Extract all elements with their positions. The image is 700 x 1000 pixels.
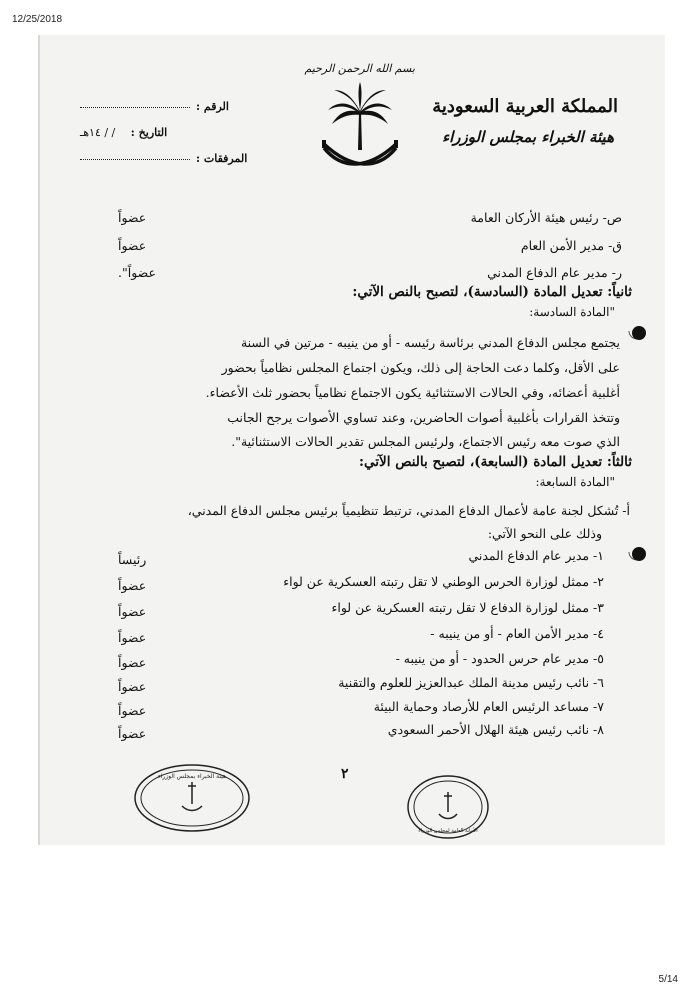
committee-item: ٥- مدير عام حرس الحدود - أو من ينيبه - xyxy=(395,651,604,666)
section-heading: ثانياً: تعديل المادة (السادسة)، لتصبح بالنص الآتي: xyxy=(352,284,632,300)
basmala: بسم الله الرحمن الرحيم xyxy=(304,62,415,75)
member-role: عضواً xyxy=(118,210,147,225)
date-value: / / ١٤هـ xyxy=(80,126,116,139)
paragraph-line: أغلبية أعضائه، وفي الحالات الاستثنائية يكون الاجتماع نظامياً بحضور ثلث الأعضاء. xyxy=(205,385,620,400)
authority-title: هيئة الخبراء بمجلس الوزراء xyxy=(442,128,614,146)
paragraph-line: الذي صوت معه رئيس الاجتماع، ولرئيس المجلس تقدير الحالات الاستثنائية". xyxy=(231,434,620,449)
committee-item: ٧- مساعد الرئيس العام للأرصاد وحماية البيئة xyxy=(373,699,604,714)
committee-role: عضواً xyxy=(118,726,147,741)
member-role: عضواً". xyxy=(118,265,156,280)
committee-item: ٨- نائب رئيس هيئة الهلال الأحمر السعودي xyxy=(387,722,604,737)
paragraph-line: أ- تُشكل لجنة عامة لأعمال الدفاع المدني، ترتبط تنظيمياً برئيس مجلس الدفاع المدني، xyxy=(187,503,630,518)
member-line: ق- مدير الأمن العام xyxy=(520,238,622,253)
date-label: التاريخ : xyxy=(130,126,168,139)
binder-hole-icon xyxy=(626,541,648,563)
print-date: 12/25/2018 xyxy=(12,14,63,25)
committee-item: ١- مدير عام الدفاع المدني xyxy=(468,548,604,563)
paragraph-line: على الأقل، وكلما دعت الحاجة إلى ذلك، ويكون اجتماع المجلس نظامياً بحضور xyxy=(221,360,620,375)
saudi-emblem-icon xyxy=(318,78,402,178)
attachments-field xyxy=(80,152,247,165)
article-quote: "المادة السابعة: xyxy=(535,475,615,489)
reference-number-label: الرقم : xyxy=(196,100,229,113)
committee-item: ٤- مدير الأمن العام - أو من ينيبه - xyxy=(430,626,604,641)
attachments-line xyxy=(80,159,190,160)
official-stamp-left xyxy=(132,762,252,838)
stamp-right-text: الأمانة العامة لمجلس الوزراء xyxy=(418,828,478,834)
kingdom-title: المملكة العربية السعودية xyxy=(432,96,618,117)
stamp-left-text: هيئة الخبراء بمجلس الوزراء xyxy=(157,773,227,780)
committee-role: عضواً xyxy=(118,578,147,593)
reference-number-line xyxy=(80,107,190,108)
member-role: عضواً xyxy=(118,238,147,253)
reference-number-field xyxy=(80,100,229,113)
article-quote: "المادة السادسة: xyxy=(529,305,615,319)
attachments-label: المرفقات : xyxy=(196,152,248,165)
member-line: ر- مدير عام الدفاع المدني xyxy=(487,265,622,280)
committee-role: عضواً xyxy=(118,604,147,619)
paragraph-line: يجتمع مجلس الدفاع المدني برئاسة رئيسه - أو من ينيبه - مرتين في السنة xyxy=(240,335,620,350)
committee-item: ٦- نائب رئيس مدينة الملك عبدالعزيز للعلوم والتقنية xyxy=(338,675,604,690)
page-number: ٢ xyxy=(341,766,349,782)
committee-role: عضواً xyxy=(118,630,147,645)
committee-role: عضواً xyxy=(118,655,147,670)
print-page-number: 5/14 xyxy=(658,974,678,985)
member-line: ص- رئيس هيئة الأركان العامة xyxy=(470,210,622,225)
date-field xyxy=(80,126,167,139)
committee-role: عضواً xyxy=(118,703,147,718)
paragraph-line: وذلك على النحو الآتي: xyxy=(487,526,602,541)
binder-hole-icon xyxy=(626,320,648,342)
paragraph-line: وتتخذ القرارات بأغلبية أصوات الحاضرين، وعند تساوي الأصوات يرجح الجانب xyxy=(227,410,620,425)
official-stamp-right xyxy=(406,774,490,844)
committee-role: عضواً xyxy=(118,679,147,694)
committee-role: رئيساً xyxy=(118,552,147,567)
section-heading: ثالثاً: تعديل المادة (السابعة)، لتصبح بالنص الآتي: xyxy=(359,454,632,470)
committee-item: ٣- ممثل لوزارة الدفاع لا تقل رتبته العسكرية عن لواء xyxy=(331,600,604,615)
committee-item: ٢- ممثل لوزارة الحرس الوطني لا تقل رتبته العسكرية عن لواء xyxy=(283,574,604,589)
